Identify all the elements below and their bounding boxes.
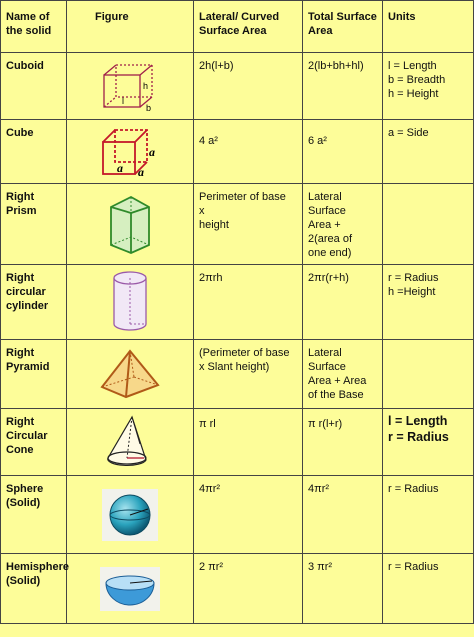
table-cell (383, 554, 474, 624)
cell-text: 2 πr² (199, 561, 224, 573)
cuboid-icon (100, 59, 160, 113)
cell-text: Perimeter of base (199, 191, 286, 203)
cell-text: r = Radius (388, 483, 439, 495)
table-cell (67, 120, 194, 184)
table-cell (194, 554, 303, 624)
cell-text: 6 a² (308, 135, 327, 147)
table-cell (67, 265, 194, 340)
table-cell (303, 554, 383, 624)
solid-name: Sphere (Solid) (1, 476, 67, 554)
hemisphere-icon (98, 565, 162, 613)
cell-text: (Perimeter of base (199, 347, 290, 359)
table-cell (383, 340, 474, 409)
cell-text: 2πr(r+h) (308, 272, 349, 284)
table-cell (303, 476, 383, 554)
header-total: Total Surface Area (303, 1, 383, 53)
cell-text: r = Radius (388, 561, 439, 573)
cell-text: x Slant height) (199, 361, 270, 373)
cell-text: h =Height (388, 286, 436, 298)
table-row (1, 476, 474, 554)
cell-text: 4πr² (308, 483, 330, 495)
table-cell (194, 265, 303, 340)
table-row (1, 340, 474, 409)
table-cell (194, 184, 303, 265)
cell-text: of the Base (308, 389, 364, 401)
cell-text: h = Height (388, 88, 439, 100)
cell-text: π rl (199, 418, 216, 430)
cell-text: π r(l+r) (308, 418, 343, 430)
cell-text: r = Radius (388, 272, 439, 284)
table-cell (303, 340, 383, 409)
table-cell (194, 340, 303, 409)
table-cell (303, 409, 383, 476)
table-cell (383, 409, 474, 476)
cylinder-icon (110, 270, 150, 334)
header-row (1, 1, 474, 53)
cell-text: Lateral (308, 347, 342, 359)
table-row (1, 120, 474, 184)
cell-text: a (149, 144, 155, 159)
cell-text: one end) (308, 247, 352, 259)
cell-text: a = Side (388, 127, 429, 139)
table-cell (67, 476, 194, 554)
cell-text: x (199, 205, 205, 217)
cell-text: Area + (308, 219, 341, 231)
cell-text: Area + Area (308, 375, 367, 387)
sphere-icon (100, 487, 160, 543)
header-units: Units (383, 1, 474, 53)
table-cell (194, 120, 303, 184)
table-cell (383, 53, 474, 120)
table-cell (303, 265, 383, 340)
cell-text: r = Radius (388, 430, 449, 444)
table-cell (194, 53, 303, 120)
table-row (1, 53, 474, 120)
solid-name: Cuboid (1, 53, 67, 120)
cell-text: Lateral (308, 191, 342, 203)
table-cell (67, 554, 194, 624)
table-cell (303, 184, 383, 265)
cell-text: h (143, 81, 149, 91)
prism-icon (105, 193, 155, 255)
cell-text: 4 a² (199, 135, 218, 147)
table-cell (303, 120, 383, 184)
table-cell (67, 53, 194, 120)
header-lateral: Lateral/ Curved Surface Area (194, 1, 303, 53)
cell-text: a (138, 164, 144, 178)
cell-text: a (117, 160, 123, 175)
table-cell (67, 340, 194, 409)
table-cell (67, 184, 194, 265)
cube-icon (97, 126, 163, 178)
table-row (1, 554, 474, 624)
solid-name: Right Pyramid (1, 340, 67, 409)
pyramid-icon (98, 347, 162, 401)
cell-text: height (199, 219, 229, 231)
table-cell (383, 184, 474, 265)
cell-text: l = Length (388, 414, 448, 428)
cell-text: 2h(l+b) (199, 60, 234, 72)
cell-text: 2(area of (308, 233, 353, 245)
table-cell (383, 120, 474, 184)
cell-text: b (146, 103, 152, 113)
cell-text: 3 πr² (308, 561, 333, 573)
solid-name: Cube (1, 120, 67, 184)
table-cell (67, 409, 194, 476)
cell-text: 2πrh (199, 272, 223, 284)
header-figure: Figure (67, 1, 194, 53)
cone-icon (102, 414, 158, 470)
table-row (1, 265, 474, 340)
header-name: Name of the solid (1, 1, 67, 53)
table-cell (303, 53, 383, 120)
cell-text: 4πr² (199, 483, 221, 495)
cell-text: Surface (308, 205, 346, 217)
table-cell (194, 409, 303, 476)
cell-text: Surface (308, 361, 346, 373)
table-row (1, 409, 474, 476)
table-cell (194, 476, 303, 554)
solid-name: Right Circular Cone (1, 409, 67, 476)
cell-text: l (122, 96, 124, 106)
table-row (1, 184, 474, 265)
table-cell (383, 265, 474, 340)
solid-name: Hemisphere (Solid) (1, 554, 67, 624)
cell-text: l = Length (388, 60, 437, 72)
solid-name: Right Prism (1, 184, 67, 265)
cell-text: b = Breadth (388, 74, 446, 86)
cell-text: 2(lb+bh+hl) (308, 60, 364, 72)
solid-name: Right circular cylinder (1, 265, 67, 340)
table-cell (383, 476, 474, 554)
